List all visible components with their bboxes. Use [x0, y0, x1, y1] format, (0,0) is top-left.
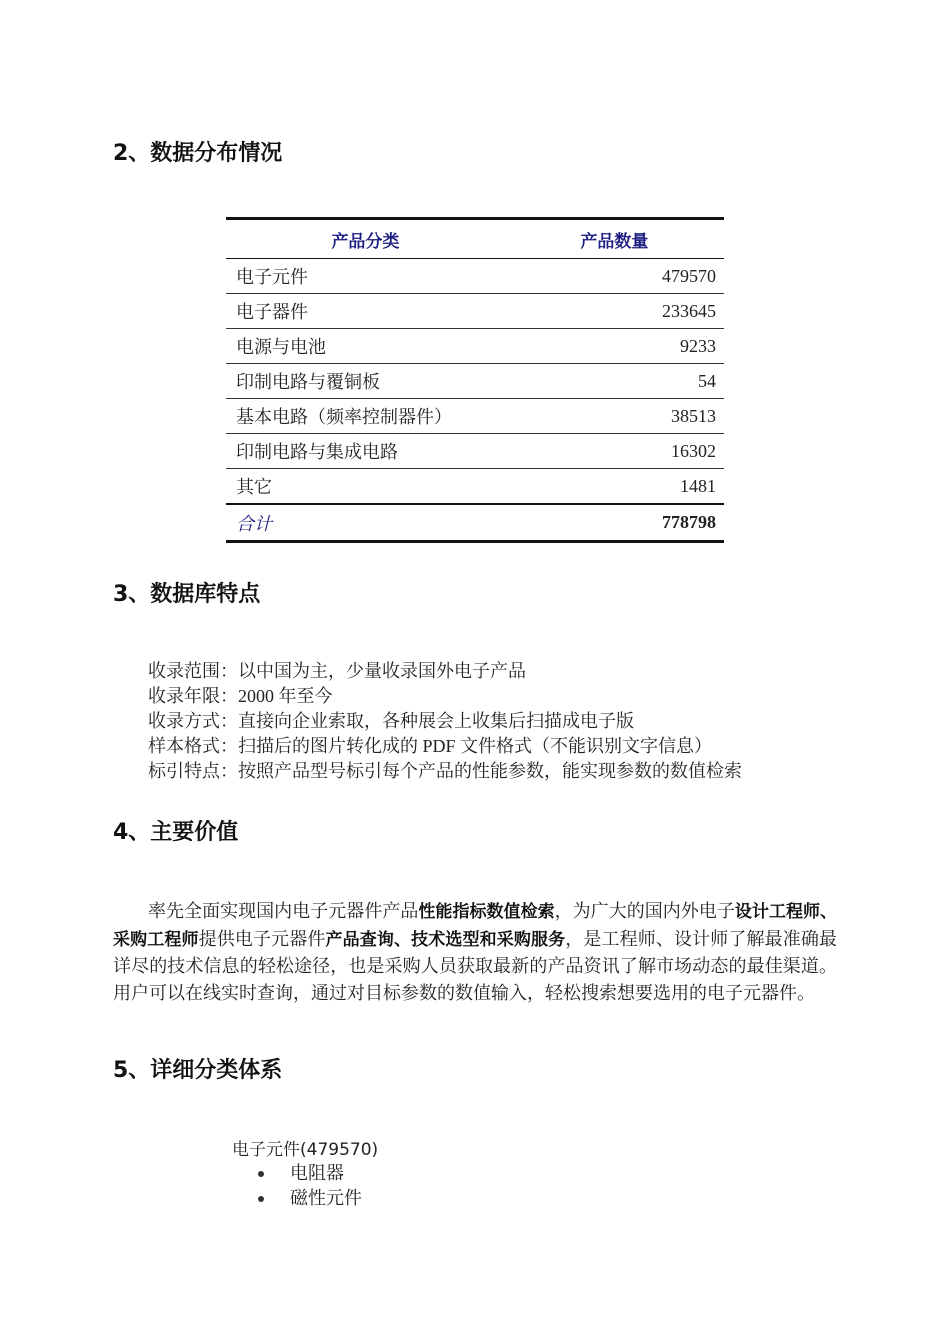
row-category: 电子元件	[226, 259, 505, 294]
body-text: ，为广大的国内外电子	[554, 901, 735, 921]
bullet-icon	[258, 1196, 264, 1202]
highlight-text: 设计工程师、采购工程师	[113, 902, 838, 950]
row-category: 电子器件	[226, 294, 505, 329]
row-category: 其它	[226, 469, 505, 505]
subcategory-list	[258, 1161, 362, 1211]
table-row	[226, 329, 724, 364]
total-label: 合计	[226, 504, 505, 542]
row-count: 54	[505, 364, 724, 399]
features-list	[148, 659, 742, 784]
row-count: 9233	[505, 329, 724, 364]
row-count: 233645	[505, 294, 724, 329]
table-row	[226, 434, 724, 469]
row-count: 38513	[505, 399, 724, 434]
row-count: 479570	[505, 259, 724, 294]
row-count: 16302	[505, 434, 724, 469]
highlight-text: 性能指标数值检索	[418, 902, 555, 922]
feature-item: 收录范围：以中国为主，少量收录国外电子产品	[148, 661, 526, 681]
header-category: 产品分类	[226, 219, 505, 259]
row-category: 印制电路与覆铜板	[226, 364, 505, 399]
heading-classification: 5、详细分类体系	[113, 1058, 283, 1083]
body-text: 提供电子元器件	[198, 928, 326, 949]
total-count: 778798	[505, 504, 724, 542]
heading-data-distribution: 2、数据分布情况	[113, 141, 283, 166]
table-row	[226, 364, 724, 399]
heading-database-features: 3、数据库特点	[113, 582, 261, 607]
subcategory-item	[258, 1186, 362, 1211]
body-text: 率先全面实现国内电子元器件产品	[148, 901, 419, 921]
table-total-row	[226, 504, 724, 542]
row-category: 电源与电池	[226, 329, 505, 364]
feature-item: 收录年限：2000 年至今	[148, 686, 333, 706]
table-row	[226, 399, 724, 434]
row-count: 1481	[505, 469, 724, 505]
feature-item: 样本格式：扫描后的图片转化成的 PDF 文件格式（不能识别文字信息）	[148, 736, 713, 756]
feature-item: 标引特点：按照产品型号标引每个产品的性能参数，能实现参数的数值检索	[148, 761, 742, 781]
table-row	[226, 294, 724, 329]
row-category: 印制电路与集成电路	[226, 434, 505, 469]
highlight-text: 产品查询、技术选型和采购服务	[325, 929, 566, 950]
distribution-table	[226, 217, 724, 543]
body-text: ，是工程师、设计师了解最准确最详尽的技术信息的轻松途径，也是采购人员获取最新的产品资讯了解市场动态的最佳渠道。用户可以在线实时查询，通过对目标参数的数值输入，轻松搜索想要选用的电子元器件。	[113, 928, 837, 1003]
value-paragraph	[113, 898, 837, 1006]
subcategory-label: 电阻器	[290, 1163, 344, 1183]
table-row	[226, 469, 724, 505]
header-count: 产品数量	[505, 219, 724, 259]
feature-item: 收录方式：直接向企业索取，各种展会上收集后扫描成电子版	[148, 711, 634, 731]
heading-main-value: 4、主要价值	[113, 820, 239, 845]
category-electronic-components: 电子元件(479570)	[232, 1140, 379, 1160]
subcategory-item	[258, 1161, 362, 1186]
table-row	[226, 259, 724, 294]
subcategory-label: 磁性元件	[290, 1188, 362, 1208]
bullet-icon	[258, 1171, 264, 1177]
table-header-row	[226, 219, 724, 259]
row-category: 基本电路（频率控制器件）	[226, 399, 505, 434]
